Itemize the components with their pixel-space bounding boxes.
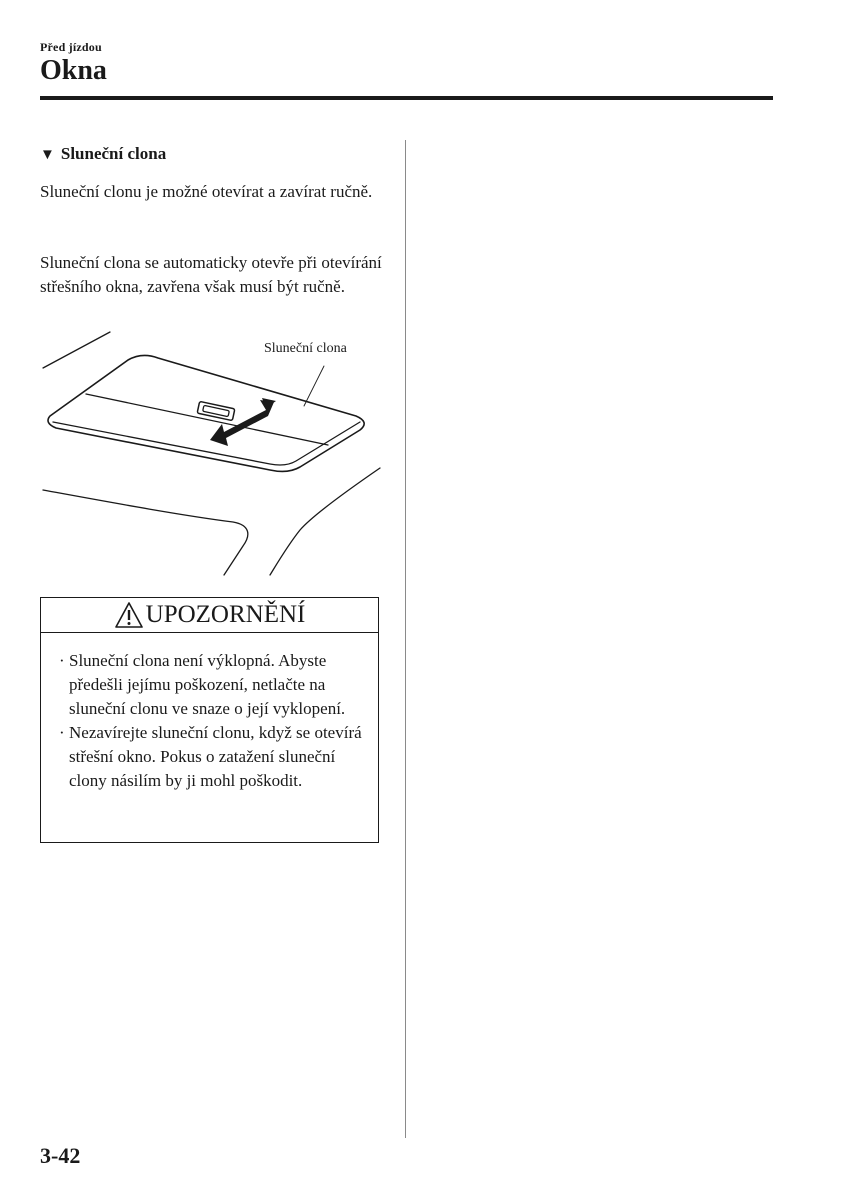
section-heading-text: Sluneční clona: [60, 144, 167, 163]
warning-triangle-icon: [114, 601, 144, 629]
caution-header: [41, 598, 378, 633]
headliner-side-contour: [270, 468, 380, 575]
sunroof-panel: [48, 355, 364, 471]
chapter-label: Před jízdou: [40, 40, 102, 54]
paragraph-manual-operation: Sluneční clonu je možné otevírat a zavírat ručně.: [40, 182, 373, 201]
title-rule: [40, 96, 773, 100]
caution-item: · Sluneční clona není výklopná. Abyste předešli jejímu poškození, netlačte na sluneční clonu ve snaze o její vyklopení.: [69, 649, 370, 721]
caution-box: [40, 597, 379, 843]
sunshade-seam-line: [86, 394, 328, 445]
page-number: 3-42: [40, 1143, 81, 1168]
sunshade-illustration: [38, 330, 383, 580]
paragraph-automatic-opening: Sluneční clona se automaticky otevře při otevírání střešního okna, zavřena však musí být ručně.: [40, 253, 382, 296]
page-title: Okna: [40, 55, 107, 86]
triangle-marker-icon: ▼: [40, 147, 55, 163]
callout-leader-line: [304, 366, 324, 406]
figure-callout-label: Sluneční clona: [264, 341, 347, 356]
section-heading: [40, 143, 166, 166]
caution-item: · Nezavírejte sluneční clonu, když se otevírá střešní okno. Pokus o zatažení sluneční clony násilím by ji mohl poškodit.: [69, 721, 370, 793]
roof-edge-line: [43, 332, 110, 368]
headliner-front-contour: [43, 490, 248, 575]
caution-title: UPOZORNĚNÍ: [145, 601, 306, 628]
column-divider: [405, 140, 406, 1138]
caution-list: [41, 633, 378, 793]
